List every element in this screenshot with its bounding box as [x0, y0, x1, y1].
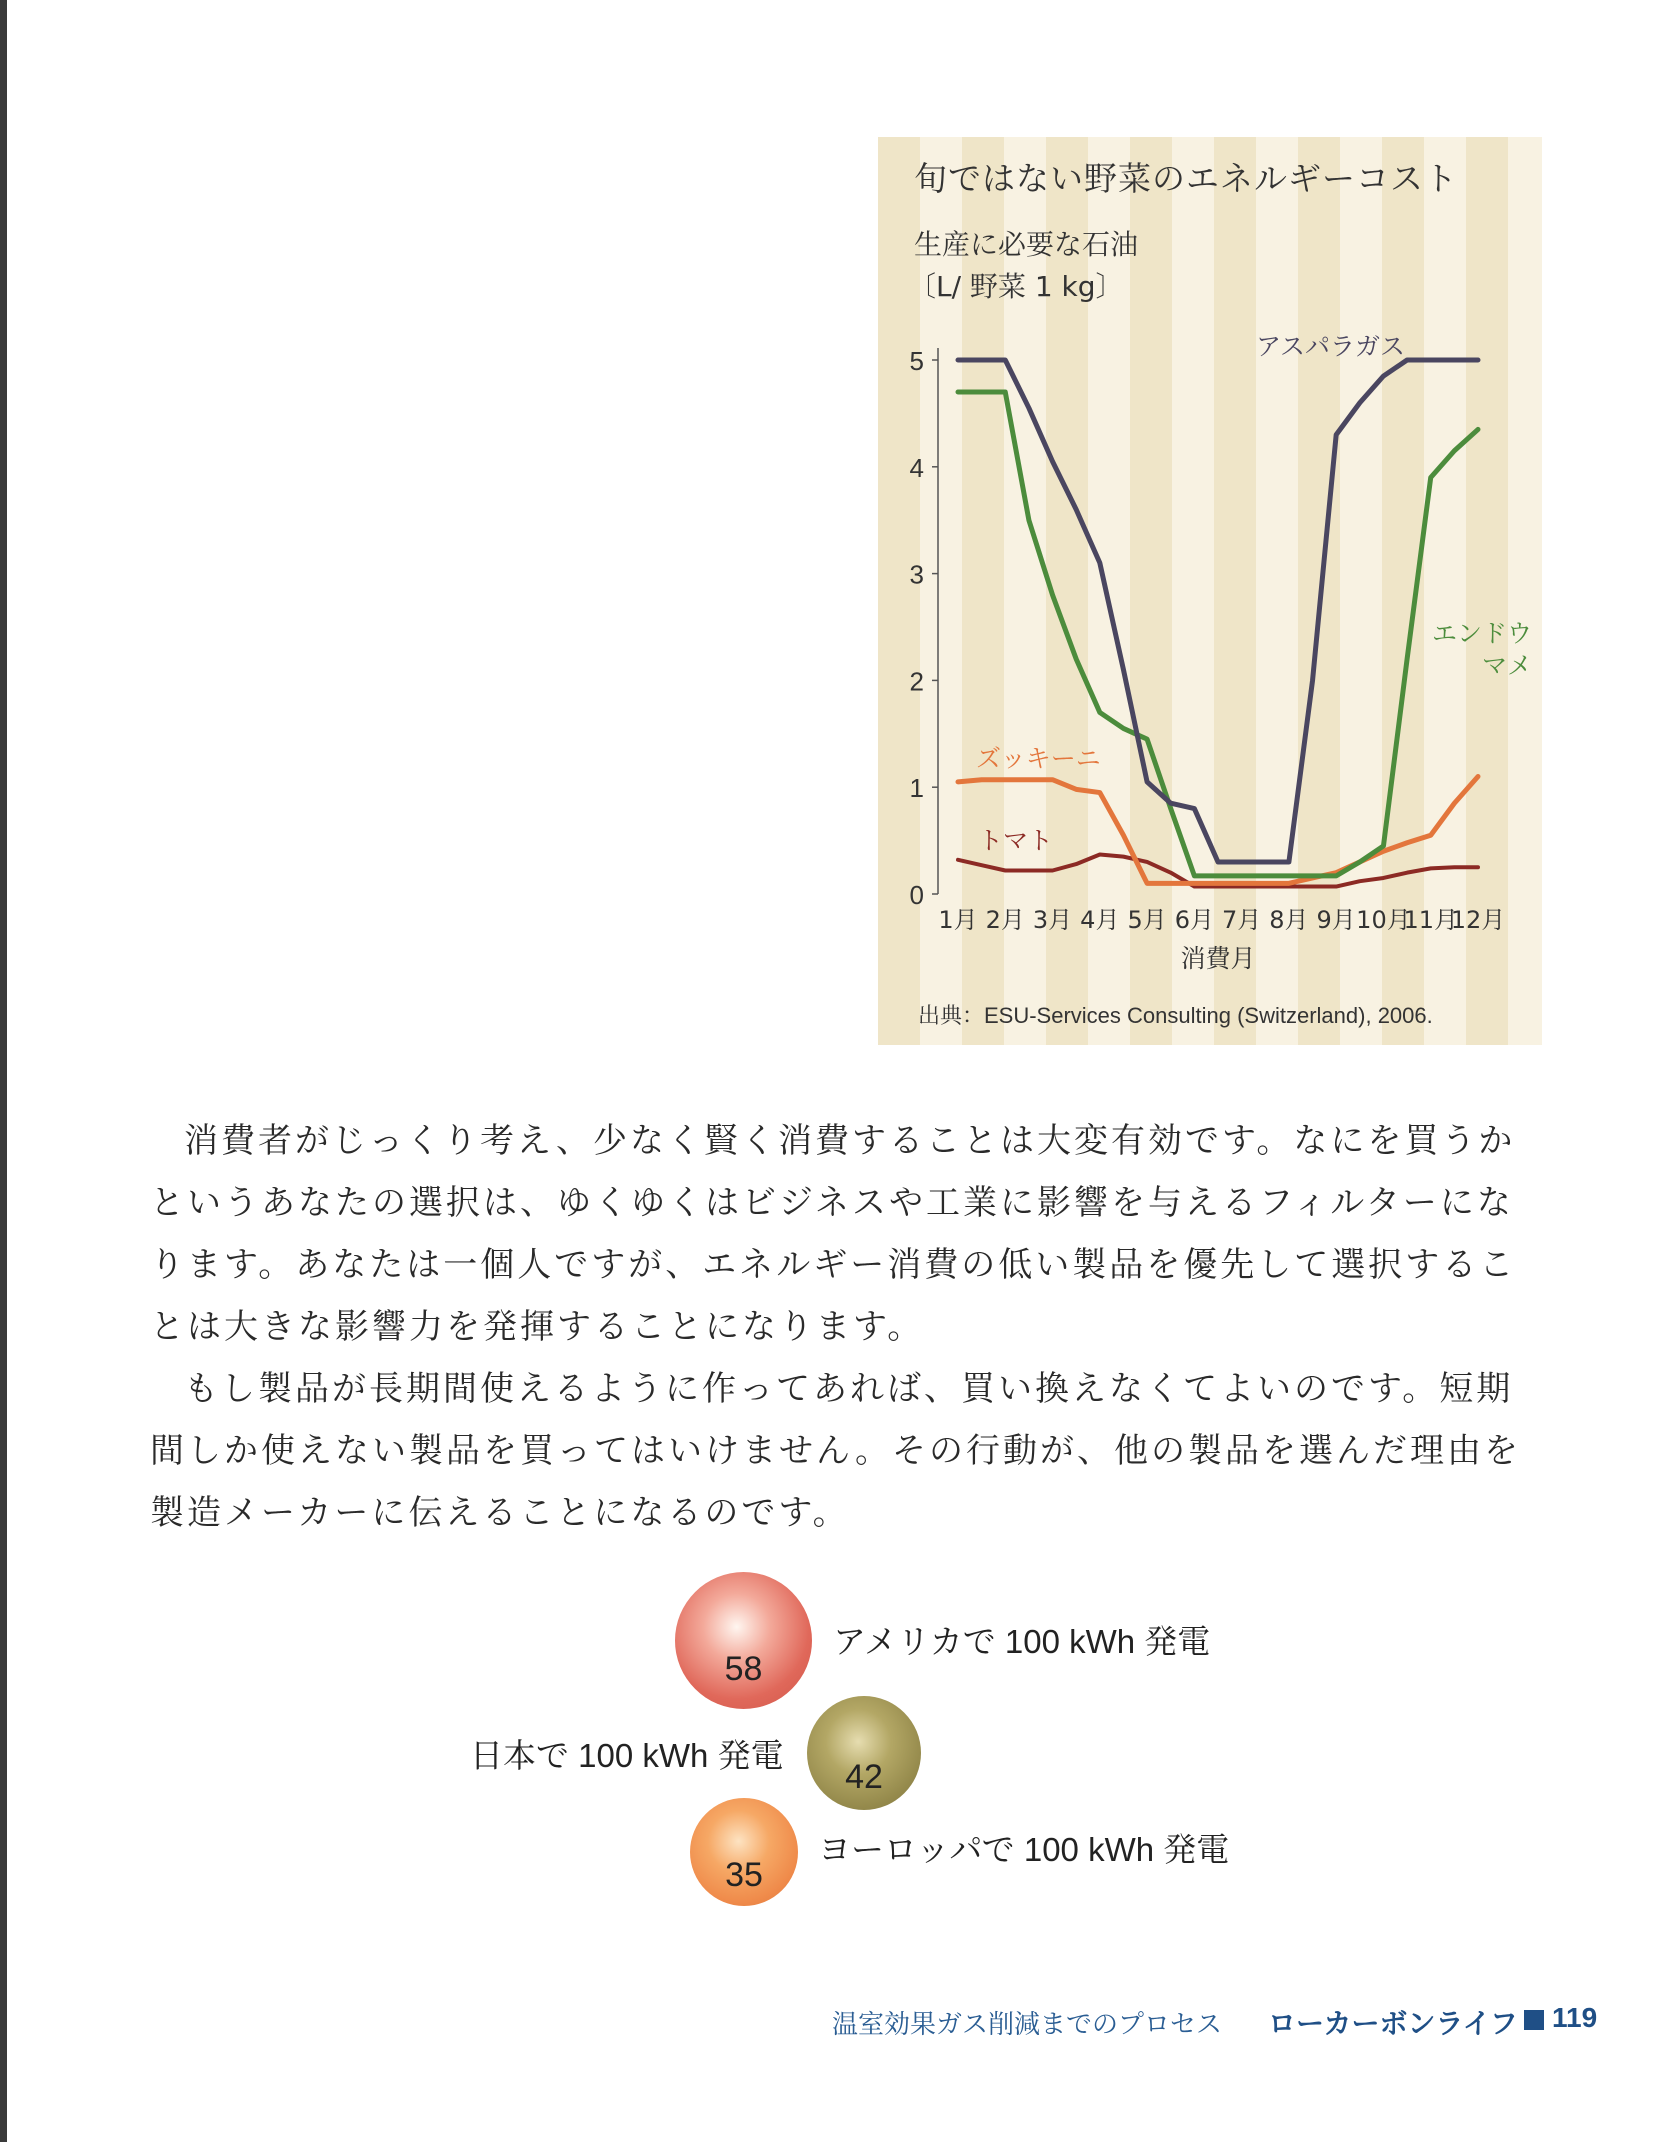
- series-line: [958, 360, 1478, 862]
- series-line: [958, 392, 1478, 876]
- bubble-japan-label: 日本で 100 kWh 発電: [470, 1737, 784, 1774]
- y-axis-label: 生産に必要な石油: [914, 228, 1139, 261]
- page-number: 119: [1552, 2002, 1598, 2033]
- bubble-usa-value: 58: [724, 1650, 763, 1688]
- y-tick-label: 4: [909, 452, 924, 483]
- footer-chapter-title: ローカーボンライフ: [1268, 2007, 1518, 2040]
- chart-figure: [878, 137, 1542, 1045]
- x-tick-label: 6月: [1174, 906, 1215, 934]
- bubble-usa: [675, 1572, 812, 1709]
- x-axis-label: 消費月: [1180, 944, 1256, 973]
- x-tick-label: 1月: [938, 906, 978, 934]
- y-tick-label: 0: [909, 880, 924, 910]
- bubble-europe-value: 35: [725, 1856, 763, 1894]
- body-paragraph-1: 消費者がじっくり考え、少なく賢く消費することは大変有効です。なにを買うかというあなたの選択は、ゆくゆくはビジネスや工業に影響を与えるフィルターになります。あなたは一個人ですが、エネルギー消費の低い製品を優先して選択することは大きな影響力を発揮することになります。: [150, 1121, 1517, 1347]
- series-label-tomato: トマト: [978, 826, 1054, 855]
- y-tick-label: 1: [909, 773, 924, 804]
- x-tick-label: 5月: [1127, 906, 1167, 934]
- bubble-europe-label: ヨーロッパで 100 kWh 発電: [818, 1831, 1230, 1868]
- x-tick-label: 3月: [1032, 906, 1073, 934]
- bubble-usa-label: アメリカで 100 kWh 発電: [833, 1623, 1211, 1660]
- y-tick-label: 3: [909, 559, 924, 590]
- x-tick-label: 8月: [1269, 906, 1309, 934]
- y-tick-label: 2: [909, 666, 924, 697]
- body-text: [150, 1110, 1545, 1544]
- series-label-pea-2: マメ: [1482, 651, 1533, 680]
- line-chart: [878, 137, 1542, 1045]
- footer-square-icon: [1524, 2010, 1544, 2030]
- x-tick-label: 9月: [1316, 906, 1356, 934]
- x-tick-label: 4月: [1080, 906, 1120, 934]
- page-edge: [0, 0, 7, 2142]
- chart-source: 出典：ESU-Services Consulting (Switzerland), 2006.: [918, 1003, 1433, 1028]
- bubble-japan-value: 42: [845, 1758, 883, 1796]
- y-axis-unit: 〔L/ 野菜 1 kg〕: [908, 270, 1124, 303]
- bubble-japan: [807, 1696, 921, 1810]
- x-tick-label: 10月: [1356, 906, 1411, 934]
- body-paragraph-2: もし製品が長期間使えるように作ってあれば、買い換えなくてよいのです。短期間しか使えない製品を買ってはいけません。その行動が、他の製品を選んだ理由を製造メーカーに伝えることになるのです。: [150, 1369, 1522, 1533]
- series-label-zucchini: ズッキーニ: [976, 744, 1101, 773]
- series-label-asparagus: アスパラガス: [1256, 332, 1406, 361]
- footer-section-title: 温室効果ガス削減までのプロセス: [832, 2010, 1223, 2040]
- x-tick-label: 7月: [1221, 906, 1262, 934]
- bubble-europe: [690, 1798, 798, 1906]
- x-tick-label: 2月: [985, 906, 1025, 934]
- x-tick-label: 12月: [1450, 906, 1506, 934]
- series-label-pea: エンドウ: [1432, 619, 1533, 648]
- y-tick-label: 5: [909, 346, 924, 376]
- chart-title: 旬ではない野菜のエネルギーコスト: [914, 159, 1458, 198]
- x-tick-label: 11月: [1403, 906, 1459, 934]
